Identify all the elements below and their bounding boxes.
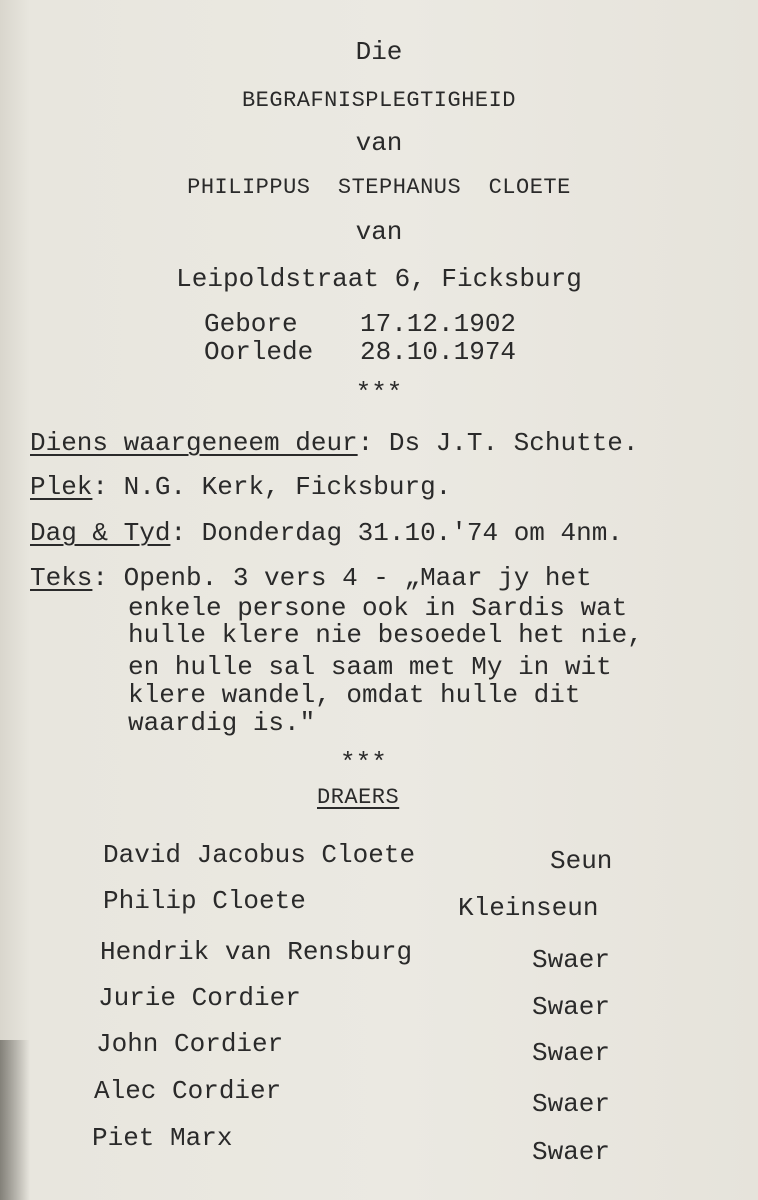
day-row bbox=[30, 518, 623, 548]
text-label: Teks bbox=[30, 563, 93, 593]
pallbearer-name: John Cordier bbox=[96, 1029, 284, 1059]
text-line-4: en hulle sal saam met My in wit bbox=[128, 652, 612, 682]
header-van-1: van bbox=[355, 128, 403, 158]
service-label: Diens waargeneem deur bbox=[30, 428, 358, 458]
place-row bbox=[30, 472, 451, 502]
pallbearer-name: Piet Marx bbox=[92, 1123, 233, 1153]
day-value: : Donderdag 31.10.'74 om 4nm. bbox=[170, 518, 623, 548]
died-date: 28.10.1974 bbox=[360, 337, 517, 367]
header-van-2: van bbox=[355, 217, 403, 247]
pallbearer-name: Jurie Cordier bbox=[98, 983, 301, 1013]
text-row bbox=[30, 563, 592, 593]
pallbearer-name: David Jacobus Cloete bbox=[103, 840, 416, 870]
born-label: Gebore bbox=[204, 309, 298, 339]
deceased-name: PHILIPPUS STEPHANUS CLOETE bbox=[187, 175, 571, 200]
pallbearer-relation: Swaer bbox=[532, 945, 611, 975]
place-value: : N.G. Kerk, Ficksburg. bbox=[92, 472, 452, 502]
pallbearer-relation: Swaer bbox=[532, 1038, 611, 1068]
text-line-5: klere wandel, omdat hulle dit bbox=[128, 680, 581, 710]
pallbearer-name: Alec Cordier bbox=[94, 1076, 282, 1106]
pallbearer-name: Hendrik van Rensburg bbox=[100, 937, 413, 967]
text-line-1: : Openb. 3 vers 4 - „Maar jy het bbox=[92, 563, 592, 593]
pallbearer-relation: Seun bbox=[550, 846, 613, 876]
day-label: Dag & Tyd bbox=[30, 518, 171, 548]
service-value: : Ds J.T. Schutte. bbox=[357, 428, 639, 458]
separator-stars-2: *** bbox=[340, 748, 387, 778]
pallbearer-name: Philip Cloete bbox=[103, 886, 306, 916]
page-shadow bbox=[0, 1040, 30, 1200]
pallbearers-heading-text: DRAERS bbox=[317, 785, 400, 810]
header-title: BEGRAFNISPLEGTIGHEID bbox=[241, 88, 517, 113]
born-date: 17.12.1902 bbox=[360, 309, 517, 339]
separator-stars-1: *** bbox=[355, 378, 403, 408]
pallbearer-relation: Swaer bbox=[532, 1089, 611, 1119]
place-label: Plek bbox=[30, 472, 93, 502]
service-row bbox=[30, 428, 639, 458]
pallbearer-relation: Kleinseun bbox=[458, 893, 599, 923]
pallbearers-heading bbox=[317, 783, 399, 813]
pallbearer-relation: Swaer bbox=[532, 992, 611, 1022]
died-label: Oorlede bbox=[204, 337, 314, 367]
text-line-6: waardig is." bbox=[128, 708, 316, 738]
text-line-3: hulle klere nie besoedel het nie, bbox=[128, 620, 643, 650]
text-line-2: enkele persone ook in Sardis wat bbox=[128, 593, 628, 623]
pallbearer-relation: Swaer bbox=[532, 1137, 611, 1167]
deceased-address: Leipoldstraat 6, Ficksburg bbox=[176, 264, 582, 294]
header-die: Die bbox=[355, 37, 403, 67]
